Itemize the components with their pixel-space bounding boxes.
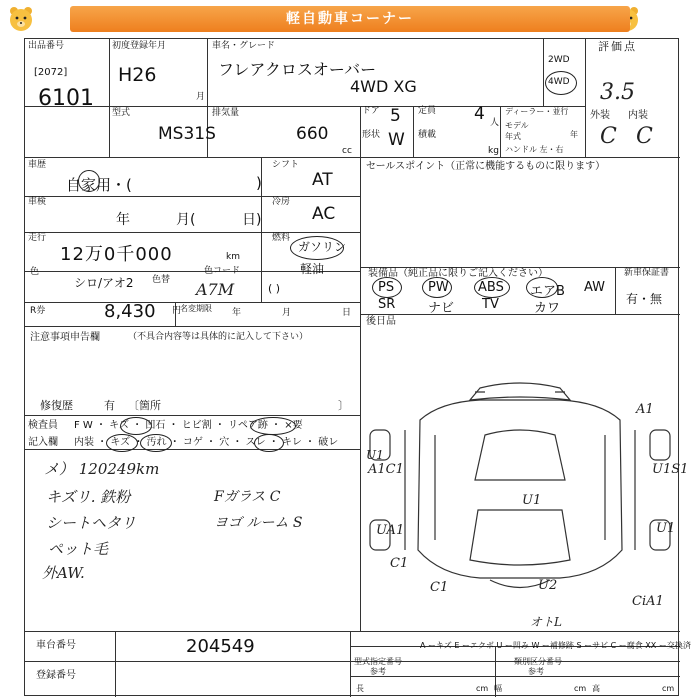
capacity-value: 4	[474, 104, 485, 124]
first-reg-label: 初度登録年月	[112, 41, 167, 51]
mileage-unit: km	[226, 252, 240, 262]
color-label: 色	[30, 267, 40, 277]
notes-sub: （不具合内容等は具体的に記入して下さい）	[128, 332, 309, 342]
shift-value: AT	[312, 170, 333, 190]
dealer-model-year: モデル年式	[505, 121, 529, 141]
dealer-handle: ハンドル 左・右	[505, 145, 564, 154]
inspector-row1-label: 検査員	[28, 420, 58, 431]
shape-value: W	[388, 130, 405, 150]
equipment-aw: AW	[584, 280, 606, 295]
history-close: )	[256, 174, 262, 192]
class-ref: 参考	[528, 667, 544, 676]
color-value: シロ/アオ2	[74, 276, 134, 290]
chassis-value: 204549	[186, 636, 255, 657]
interior-scratch-circle	[106, 434, 138, 452]
equipment-airbag-circle	[526, 277, 558, 298]
warranty-label: 新車保証書	[624, 268, 670, 278]
warranty-value: 有・無	[626, 292, 663, 306]
mileage-value: 12万0千000	[60, 244, 173, 265]
first-reg-unit: 月	[196, 92, 206, 102]
shift-label: シフト	[272, 160, 300, 170]
height-label: 高	[592, 684, 600, 693]
repair-label: 修復歴	[40, 399, 73, 412]
inspection-year: 年	[116, 212, 130, 228]
model-value: MS31S	[158, 124, 216, 144]
mark-u1-center: U1	[522, 493, 542, 508]
handwritten-line2: キズリ. 鉄粉	[46, 488, 131, 506]
car-damage-diagram	[360, 380, 680, 615]
car-name-label: 車名・グレード	[212, 41, 276, 51]
exterior-label: 外装	[590, 110, 610, 121]
drive-value: 4WD	[548, 77, 570, 87]
mark-cia1: CiA1	[632, 594, 664, 609]
mark-a1c1: A1C1	[368, 462, 404, 477]
type-cert-ref: 参考	[370, 667, 386, 676]
equipment-ps: PS	[378, 280, 395, 295]
recycle-unit: 円	[172, 306, 182, 316]
equipment-abs: ABS	[478, 280, 504, 295]
fuel-label: 燃料	[272, 233, 291, 243]
handwritten-line5: 外AW.	[42, 564, 85, 582]
damage-legend: A ーキズ E ーエクボ U ー凹み W ー補修跡 S ーサビ C ー腐食 XX ー交換済	[420, 641, 691, 650]
inspection-month: 月(	[176, 212, 196, 228]
scratch-circle	[120, 417, 152, 435]
equipment-pw-circle	[422, 277, 452, 298]
inspection-day: 日)	[242, 212, 262, 228]
handwritten-line4: ペット毛	[48, 540, 109, 558]
holder-label: 名変期限	[180, 304, 212, 313]
doors-value: 5	[390, 106, 401, 126]
history-circle	[78, 170, 100, 192]
displacement-value: 660	[296, 124, 329, 144]
exterior-value: C	[600, 124, 617, 149]
notes-label: 注意事項申告欄	[30, 332, 100, 343]
holder-month: 月	[282, 308, 292, 318]
height-cm: cm	[662, 684, 675, 693]
equipment-sr: SR	[378, 297, 396, 312]
mark-u1s1: U1S1	[652, 462, 689, 477]
length-cm: cm	[476, 684, 489, 693]
capacity-unit: 人	[490, 118, 500, 128]
width-label: 幅	[494, 684, 502, 693]
first-reg-value: H26	[118, 64, 157, 86]
handwritten-line1: メ） 120249km	[44, 460, 160, 478]
header-title: 軽自動車コーナー	[286, 11, 414, 27]
class-label: 類別区分番号	[514, 657, 562, 666]
equipment-pw: PW	[428, 280, 449, 295]
lot-number: 6101	[38, 86, 94, 111]
length-label: 長	[356, 684, 364, 693]
equipment-airbag: エアB	[530, 284, 565, 299]
capacity-label: 定員	[418, 106, 437, 116]
mark-u1-left: U1	[366, 448, 384, 462]
equipment-tv: TV	[482, 297, 499, 312]
history-value: 自家用・(	[66, 176, 132, 194]
holder-year: 年	[232, 308, 242, 318]
repair-close: 〕	[338, 399, 349, 412]
inspector-row2-label: 記入欄	[28, 437, 58, 448]
holder-day: 日	[342, 308, 352, 318]
mark-u2: U2	[538, 578, 558, 593]
ac-label: 冷房	[272, 197, 291, 207]
color-code-paren: ( )	[268, 282, 281, 295]
mark-c1-mid: C1	[430, 580, 449, 595]
chassis-label: 車台番号	[36, 640, 76, 651]
repair-mark-circle	[250, 417, 296, 435]
type-cert-label: 型式指定番号	[354, 657, 402, 666]
shape-label: 形状	[362, 130, 381, 140]
fuel-gasoline: ガソリン	[298, 240, 347, 254]
rating-label: 評価点	[598, 40, 637, 53]
recycle-value: 8,430	[104, 301, 156, 322]
mark-u1-right: U1	[656, 521, 676, 536]
width-cm: cm	[574, 684, 587, 693]
drive-label: 2WD	[548, 55, 570, 65]
color-code-label: 色コード	[204, 266, 241, 276]
history-label: 車歴	[28, 160, 47, 170]
lot-label: 出品番号	[28, 41, 65, 51]
teddy-bear-icon	[6, 4, 36, 34]
equipment-abs-circle	[474, 277, 510, 298]
reg-no-label: 登録番号	[36, 670, 76, 681]
inspection-label: 車検	[28, 197, 47, 207]
car-grade: 4WD XG	[350, 77, 417, 96]
handwritten-line3: シートヘタリ	[46, 514, 137, 532]
doors-label: ドア	[362, 106, 380, 116]
recycle-label: R券	[30, 306, 46, 316]
handwritten-right2: ヨゴ ルーム S	[214, 515, 303, 531]
inspector-row1: F W ・ キズ ・ 凹石 ・ ヒビ割 ・ リペア跡 ・ ×要	[74, 420, 303, 431]
repair-value: 有	[104, 399, 115, 412]
model-label: 型式	[112, 108, 131, 118]
repair-place: 〔箇所	[128, 399, 161, 412]
mark-ua1: UA1	[376, 523, 405, 538]
color-code-value: A7M	[196, 280, 235, 299]
equipment-ps-circle	[372, 277, 402, 298]
lot-sub: [2072]	[34, 67, 68, 78]
interior-label: 内装	[628, 110, 648, 121]
dealer-year-unit: 年	[570, 130, 578, 139]
mark-a1: A1	[636, 402, 654, 417]
rating-value: 3.5	[600, 80, 635, 105]
load-label: 積載	[418, 130, 437, 140]
rear-items-label: 後日品	[366, 316, 396, 327]
car-name: フレアクロスオーバー	[218, 60, 377, 79]
mileage-label: 走行	[28, 233, 47, 243]
displacement-unit: cc	[342, 146, 352, 156]
mark-tail: オトL	[530, 615, 562, 629]
mark-c1-left: C1	[390, 556, 409, 571]
equipment-navi: ナビ	[428, 301, 455, 316]
dealer-label: ディーラー・並行	[505, 107, 569, 116]
fuel-diesel: 軽油	[300, 262, 325, 276]
sales-point-label: セールスポイント（正常に機能するものに限ります）	[366, 161, 606, 172]
inspector-row2: 内装 ・ キズ ・ 汚れ ・ コゲ ・ 穴 ・ スレ ・ キレ ・ 破レ	[74, 437, 339, 448]
handwritten-right1: Fガラス C	[214, 489, 281, 505]
displacement-label: 排気量	[212, 108, 240, 118]
color-change-label: 色替	[152, 275, 171, 285]
interior-dirt-circle	[140, 434, 172, 452]
ac-value: AC	[312, 204, 336, 224]
load-unit: kg	[488, 146, 499, 156]
equipment-label: 装備品（純正品に限りご記入ください）	[368, 268, 548, 279]
equipment-leather: カワ	[534, 301, 561, 316]
interior-wear-circle	[254, 434, 284, 452]
interior-value: C	[636, 124, 653, 149]
